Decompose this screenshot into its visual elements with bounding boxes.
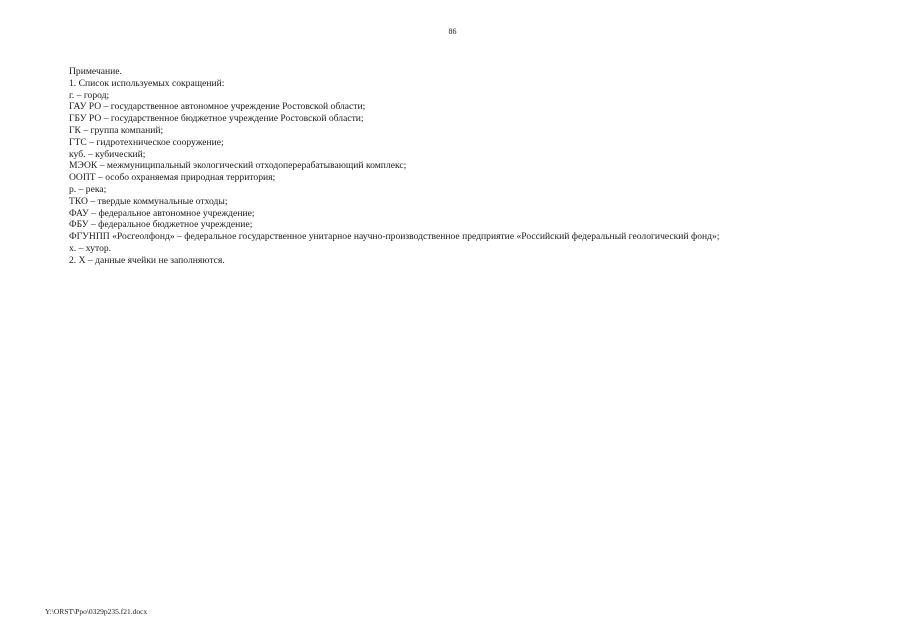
note-line: ГБУ РО – государственное бюджетное учреждение Ростовской области;	[69, 113, 364, 125]
note-line: ФАУ – федеральное автономное учреждение;	[69, 207, 255, 219]
note-line: МЭОК – межмуниципальный экологический отходоперерабатывающий комплекс;	[69, 160, 407, 172]
note-line: ФГУНПП «Росгеолфонд» – федеральное государственное унитарное научно-производственное предприятие «Российский федеральный геологический фонд»;	[69, 231, 720, 243]
note-line: куб. – кубический;	[69, 148, 146, 160]
note-line: 1. Список используемых сокращений:	[69, 77, 225, 89]
note-line: ГК – группа компаний;	[69, 124, 164, 136]
note-line: ООПТ – особо охраняемая природная территория;	[69, 172, 276, 184]
note-block	[69, 66, 889, 267]
note-line: ГАУ РО – государственное автономное учреждение Ростовской области;	[69, 101, 366, 113]
note-line: х. – хутор.	[69, 242, 112, 254]
note-line: ФБУ – федеральное бюджетное учреждение;	[69, 219, 253, 231]
note-line: г. – город;	[69, 89, 110, 101]
footer-file-path: Y:\ORST\Ppo\0329p235.f21.docx	[45, 607, 148, 616]
note-line: р. – река;	[69, 183, 107, 195]
note-line: ГТС – гидротехническое сооружение;	[69, 136, 224, 148]
page-number: 86	[448, 27, 457, 36]
note-line: ТКО – твердые коммунальные отходы;	[69, 195, 228, 207]
note-line: 2. Х – данные ячейки не заполняются.	[69, 254, 225, 266]
note-heading: Примечание.	[69, 66, 122, 77]
